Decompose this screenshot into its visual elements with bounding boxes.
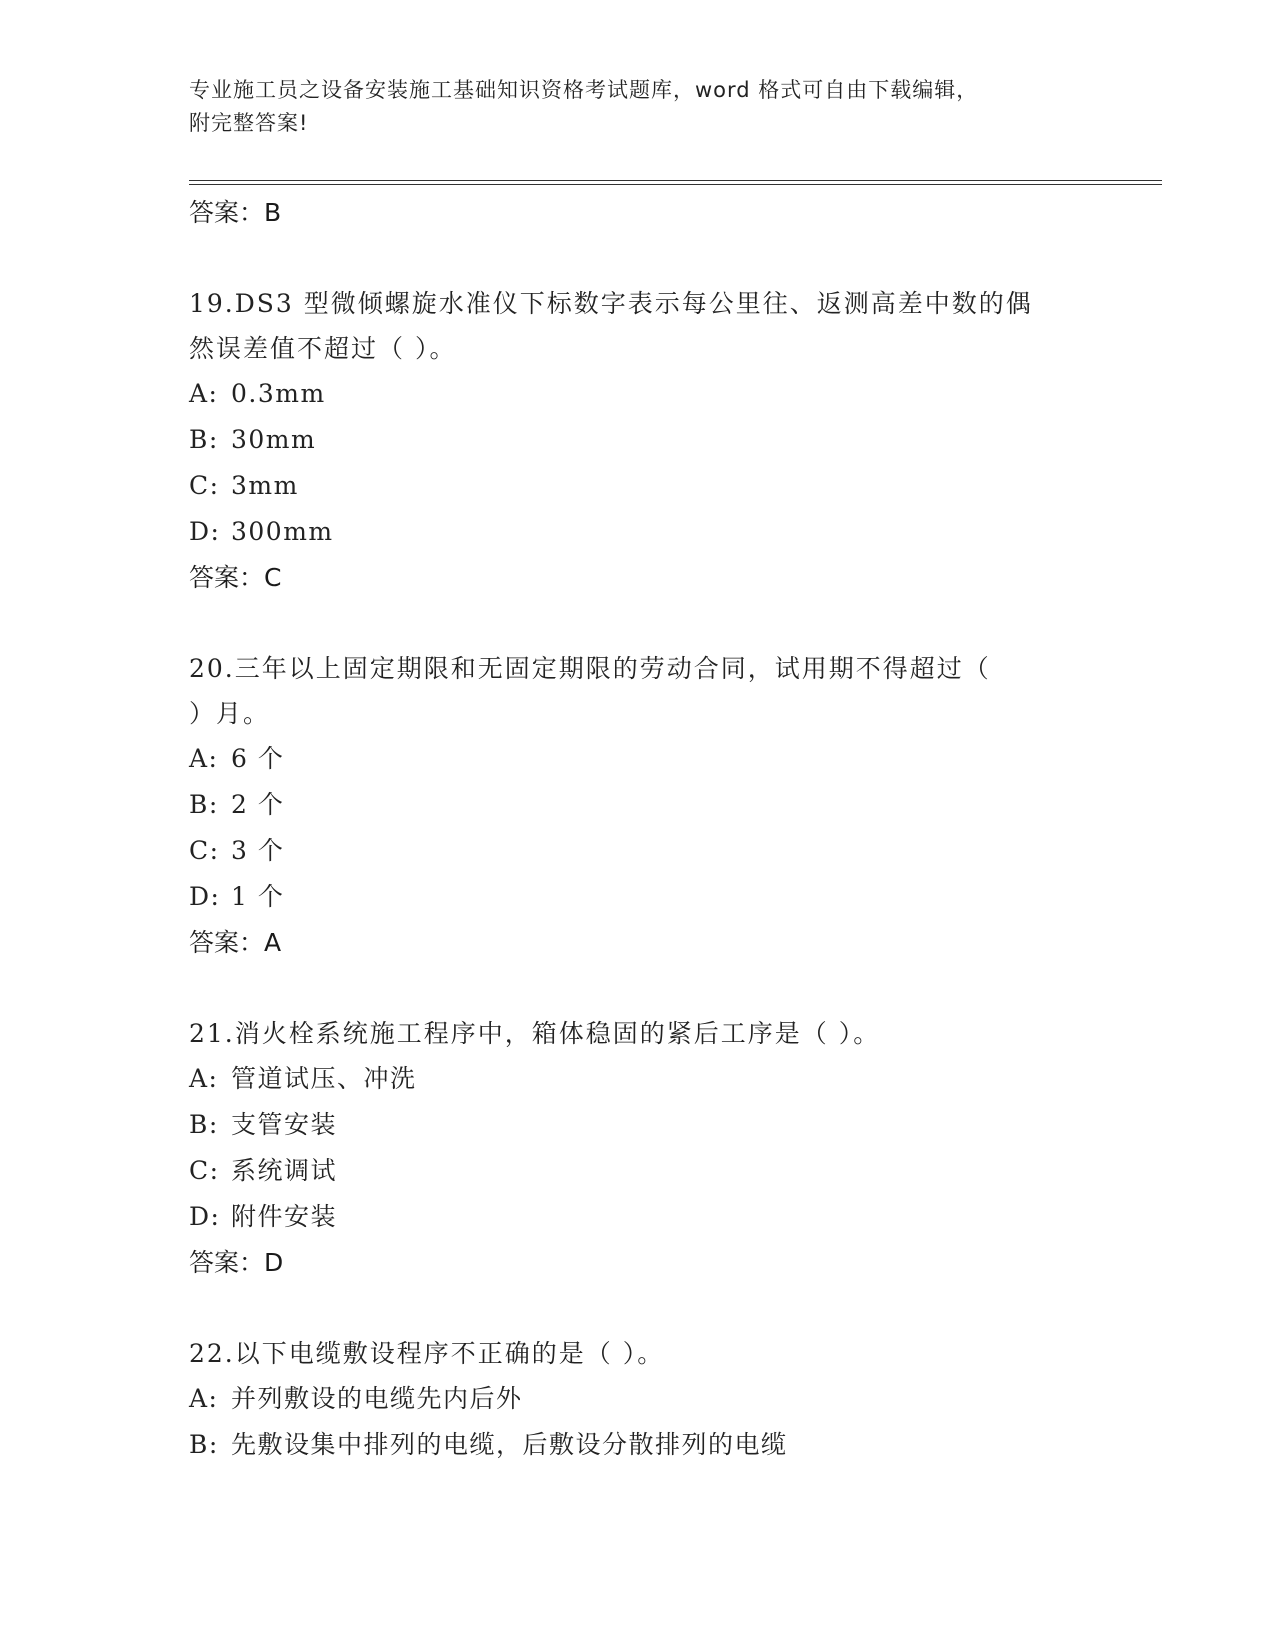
option-a <box>189 1376 1089 1422</box>
option-a <box>189 371 1089 417</box>
question-block <box>189 646 1089 966</box>
option-key: D: <box>189 1202 221 1231</box>
question-list <box>189 190 1089 1468</box>
option-key: A: <box>189 379 219 408</box>
question-stem-line: 21.消火栓系统施工程序中，箱体稳固的紧后工序是（ ）。 <box>189 1019 881 1048</box>
question-block <box>189 281 1089 601</box>
option-key: C: <box>189 1156 220 1185</box>
option-key: C: <box>189 471 220 500</box>
option-text: 3mm <box>231 471 299 500</box>
option-key: A: <box>189 744 219 773</box>
question-stem-line: 19.DS3 型微倾螺旋水准仪下标数字表示每公里往、返测高差中数的偶 <box>189 289 1033 318</box>
option-b <box>189 782 1089 828</box>
option-text: 300mm <box>231 517 334 546</box>
question-stem-line: 22.以下电缆敷设程序不正确的是（ ）。 <box>189 1339 665 1368</box>
option-c <box>189 1148 1089 1194</box>
header-divider <box>189 180 1162 185</box>
option-text: 管道试压、冲洗 <box>231 1064 417 1093</box>
option-text: 系统调试 <box>231 1156 338 1185</box>
option-d <box>189 509 1089 555</box>
option-b <box>189 417 1089 463</box>
option-b <box>189 1422 1089 1468</box>
question-stem-line: 然误差值不超过（ ）。 <box>189 334 457 363</box>
question-block <box>189 1331 1089 1468</box>
option-a <box>189 1056 1089 1102</box>
option-key: B: <box>189 425 219 454</box>
answer-line: 答案：D <box>189 1248 284 1277</box>
option-d <box>189 874 1089 920</box>
option-b <box>189 1102 1089 1148</box>
header-line-2: 附完整答案! <box>189 111 309 135</box>
option-text: 并列敷设的电缆先内后外 <box>231 1384 523 1413</box>
question-block <box>189 1011 1089 1286</box>
option-text: 2 个 <box>231 790 285 819</box>
option-c <box>189 828 1089 874</box>
option-key: A: <box>189 1384 219 1413</box>
option-text: 先敷设集中排列的电缆，后敷设分散排列的电缆 <box>231 1430 788 1459</box>
option-text: 支管安装 <box>231 1110 338 1139</box>
option-text: 3 个 <box>231 836 285 865</box>
option-key: D: <box>189 517 221 546</box>
option-d <box>189 1194 1089 1240</box>
option-text: 1 个 <box>231 882 285 911</box>
option-c <box>189 463 1089 509</box>
option-key: B: <box>189 1430 219 1459</box>
answer-line: 答案：C <box>189 563 282 592</box>
option-text: 附件安装 <box>231 1202 338 1231</box>
option-key: B: <box>189 1110 219 1139</box>
question-stem-line: 20.三年以上固定期限和无固定期限的劳动合同，试用期不得超过（ <box>189 654 991 683</box>
answer-line: 答案：B <box>189 198 282 227</box>
answer-line: 答案：A <box>189 928 282 957</box>
option-a <box>189 736 1089 782</box>
option-key: C: <box>189 836 220 865</box>
option-key: B: <box>189 790 219 819</box>
option-text: 6 个 <box>231 744 285 773</box>
option-text: 0.3mm <box>231 379 326 408</box>
option-key: D: <box>189 882 221 911</box>
document-header <box>189 74 1089 140</box>
option-text: 30mm <box>231 425 317 454</box>
option-key: A: <box>189 1064 219 1093</box>
question-stem-line: ）月。 <box>189 699 271 728</box>
header-line-1: 专业施工员之设备安装施工基础知识资格考试题库，word 格式可自由下载编辑， <box>189 78 979 102</box>
